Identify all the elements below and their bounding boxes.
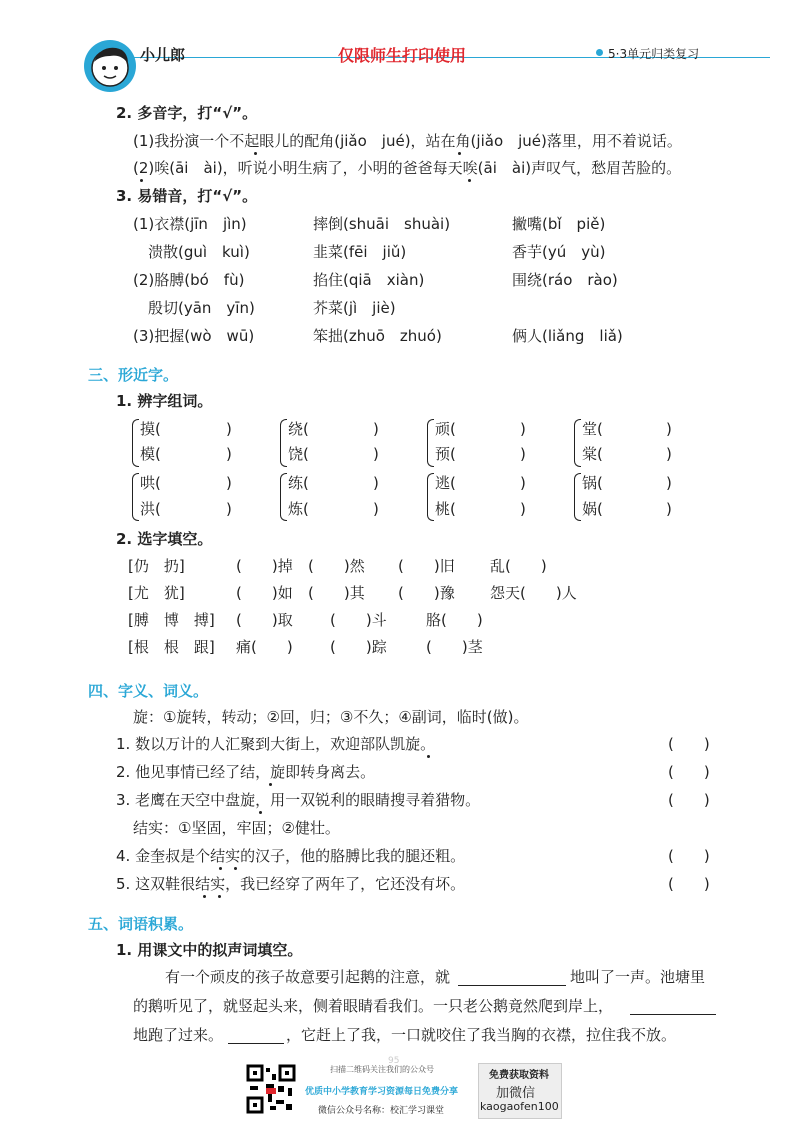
emphasis-dot: [427, 755, 430, 758]
pair-char: 炼(: [288, 500, 309, 518]
sec4-item: 4. 金奎叔是个结实的汉子，他的胳膊比我的腿还粗。: [116, 847, 466, 865]
q3-item: 溃散(guì kuì): [133, 243, 250, 261]
page-number: 95: [388, 1056, 400, 1066]
q2-line-1: (1)我扮演一个不起眼儿的配角(jiǎo jué)，站在角(jiǎo jué)落里，用不着说话。: [133, 132, 682, 150]
pair-close: ): [373, 420, 379, 438]
answer-blank[interactable]: [458, 985, 566, 986]
fill-item: ( )然: [308, 557, 365, 575]
emphasis-dot: [259, 811, 262, 814]
q3-item: (2)胳膊(bó fù): [133, 271, 245, 289]
q3-item: 围绕(ráo rào): [512, 271, 618, 289]
fill-item: ( )茎: [426, 638, 483, 656]
q3-item: 香芋(yú yù): [512, 243, 606, 261]
pair-close: ): [520, 500, 526, 518]
pair-close: ): [373, 474, 379, 492]
fill-item: ( )斗: [330, 611, 387, 629]
fill-item: 痛( ): [236, 638, 293, 656]
brand-name: 小儿郎: [140, 46, 186, 64]
pair-close: ): [226, 500, 232, 518]
pair-char: 逃(: [435, 474, 456, 492]
pair-char: 练(: [288, 474, 309, 492]
q3-item: 俩人(liǎng liǎ): [512, 327, 623, 345]
promo-free: 免费获取资料: [489, 1070, 549, 1081]
pair-close: ): [373, 500, 379, 518]
pair-char: 娲(: [582, 500, 603, 518]
q2-line-2: (2)唉(āi ài)，听说小明生病了，小明的爸爸每天唉(āi ài)声叹气，愁眉苦脸的。: [133, 159, 682, 177]
section-3-title: 三、形近字。: [88, 366, 179, 384]
passage-text: ，它赶上了我，一口就咬住了我当胸的衣襟，拉住我不放。: [286, 1026, 677, 1044]
pair-close: ): [666, 445, 672, 463]
brace: [427, 419, 434, 467]
answer-parens: ( ): [668, 847, 710, 865]
promo-id: kaogaofen100: [480, 1100, 559, 1113]
fill-item: ( )掉: [236, 557, 293, 575]
answer-blank[interactable]: [228, 1043, 284, 1044]
section-5-title: 五、词语积累。: [88, 915, 194, 933]
q2-title: 2. 多音字，打“√”。: [116, 104, 258, 122]
bracket-options: [尤 犹]: [128, 584, 185, 602]
brace: [132, 473, 139, 521]
bracket-options: [仍 扔]: [128, 557, 185, 575]
emphasis-dot: [218, 895, 221, 898]
pair-close: ): [373, 445, 379, 463]
pair-char: 预(: [435, 445, 456, 463]
fill-item: ( )踪: [330, 638, 387, 656]
unit-label: 5·3单元归类复习: [608, 47, 700, 61]
pair-close: ): [226, 474, 232, 492]
brace: [574, 473, 581, 521]
passage-text: 地跑了过来。: [133, 1026, 224, 1044]
boy-mascot-icon: [82, 38, 138, 94]
pair-close: ): [226, 420, 232, 438]
q3-item: 芥菜(jì jiè): [313, 299, 396, 317]
sec4-item: 3. 老鹰在天空中盘旋，用一双锐利的眼睛搜寻着猎物。: [116, 791, 481, 809]
definition-xuan: 旋：①旋转，转动；②回，归；③不久；④副词，临时(做)。: [133, 708, 529, 726]
print-notice: 仅限师生打印使用: [338, 46, 467, 65]
sec4-item: 5. 这双鞋很结实，我已经穿了两年了，它还没有坏。: [116, 875, 466, 893]
pair-char: 哄(: [140, 474, 161, 492]
pair-char: 摸(: [140, 420, 161, 438]
emphasis-dot: [468, 179, 471, 182]
sec3-q2-title: 2. 选字填空。: [116, 530, 213, 548]
brace: [280, 419, 287, 467]
pair-char: 洪(: [140, 500, 161, 518]
emphasis-dot: [219, 867, 222, 870]
q3-item: (3)把握(wò wū): [133, 327, 255, 345]
q3-item: 掐住(qiā xiàn): [313, 271, 425, 289]
emphasis-dot: [269, 783, 272, 786]
fill-item: ( )如: [236, 584, 293, 602]
emphasis-dot: [234, 867, 237, 870]
fill-item: 乱( ): [490, 557, 547, 575]
brace: [427, 473, 434, 521]
wechat-account: 微信公众号名称：校汇学习课堂: [318, 1106, 445, 1116]
brace: [280, 473, 287, 521]
pair-close: ): [226, 445, 232, 463]
bracket-options: [根 根 跟]: [128, 638, 215, 656]
pair-char: 桃(: [435, 500, 456, 518]
promo-add: 加微信: [496, 1086, 536, 1101]
pair-close: ): [520, 420, 526, 438]
share-text: 优质中小学教育学习资源每日免费分享: [305, 1087, 459, 1097]
pair-char: 绕(: [288, 420, 309, 438]
answer-parens: ( ): [668, 735, 710, 753]
sec3-q1-title: 1. 辨字组词。: [116, 392, 213, 410]
answer-parens: ( ): [668, 875, 710, 893]
section-4-title: 四、字义、词义。: [88, 682, 209, 700]
fill-item: ( )豫: [398, 584, 455, 602]
q3-item: 撇嘴(bǐ piě): [512, 215, 606, 233]
emphasis-dot: [203, 895, 206, 898]
brace: [574, 419, 581, 467]
bracket-options: [膊 博 搏]: [128, 611, 215, 629]
q3-item: 韭菜(fēi jiǔ): [313, 243, 407, 261]
fill-item: ( )其: [308, 584, 365, 602]
pair-close: ): [666, 500, 672, 518]
pair-close: ): [520, 445, 526, 463]
answer-parens: ( ): [668, 763, 710, 781]
passage-text: 地叫了一声。池塘里: [570, 968, 706, 986]
brace: [132, 419, 139, 467]
definition-jieshi: 结实：①坚固，牢固；②健壮。: [133, 819, 340, 837]
fill-item: 胳( ): [426, 611, 483, 629]
scan-text: 扫描二维码关注我们的公众号: [330, 1065, 434, 1074]
q3-item: 摔倒(shuāi shuài): [313, 215, 451, 233]
pair-char: 模(: [140, 445, 161, 463]
q3-item: 笨拙(zhuō zhuó): [313, 327, 442, 345]
emphasis-dot: [140, 179, 143, 182]
q3-title: 3. 易错音，打“√”。: [116, 187, 258, 205]
pair-char: 饶(: [288, 445, 309, 463]
fill-item: ( )取: [236, 611, 293, 629]
bullet-icon: [596, 49, 603, 56]
pair-char: 锅(: [582, 474, 603, 492]
sec4-item: 2. 他见事情已经了结，旋即转身离去。: [116, 763, 376, 781]
sec5-q1-title: 1. 用课文中的拟声词填空。: [116, 941, 303, 959]
answer-blank[interactable]: [630, 1014, 716, 1015]
passage-text: 有一个顽皮的孩子故意要引起鹅的注意，就: [165, 968, 451, 986]
sec4-item: 1. 数以万计的人汇聚到大街上，欢迎部队凯旋。: [116, 735, 436, 753]
pair-char: 堂(: [582, 420, 603, 438]
emphasis-dot: [254, 152, 257, 155]
pair-char: 棠(: [582, 445, 603, 463]
q3-item: 殷切(yān yīn): [133, 299, 255, 317]
pair-char: 顽(: [435, 420, 456, 438]
fill-item: ( )旧: [398, 557, 455, 575]
qr-code-icon: [246, 1064, 296, 1114]
emphasis-dot: [458, 152, 461, 155]
pair-close: ): [666, 420, 672, 438]
passage-text: 的鹅听见了，就竖起头来，侧着眼睛看我们。一只老公鹅竟然爬到岸上，: [133, 997, 614, 1015]
pair-close: ): [666, 474, 672, 492]
pair-close: ): [520, 474, 526, 492]
answer-parens: ( ): [668, 791, 710, 809]
q3-item: (1)衣襟(jīn jìn): [133, 215, 247, 233]
fill-item: 怨天( )人: [490, 584, 577, 602]
